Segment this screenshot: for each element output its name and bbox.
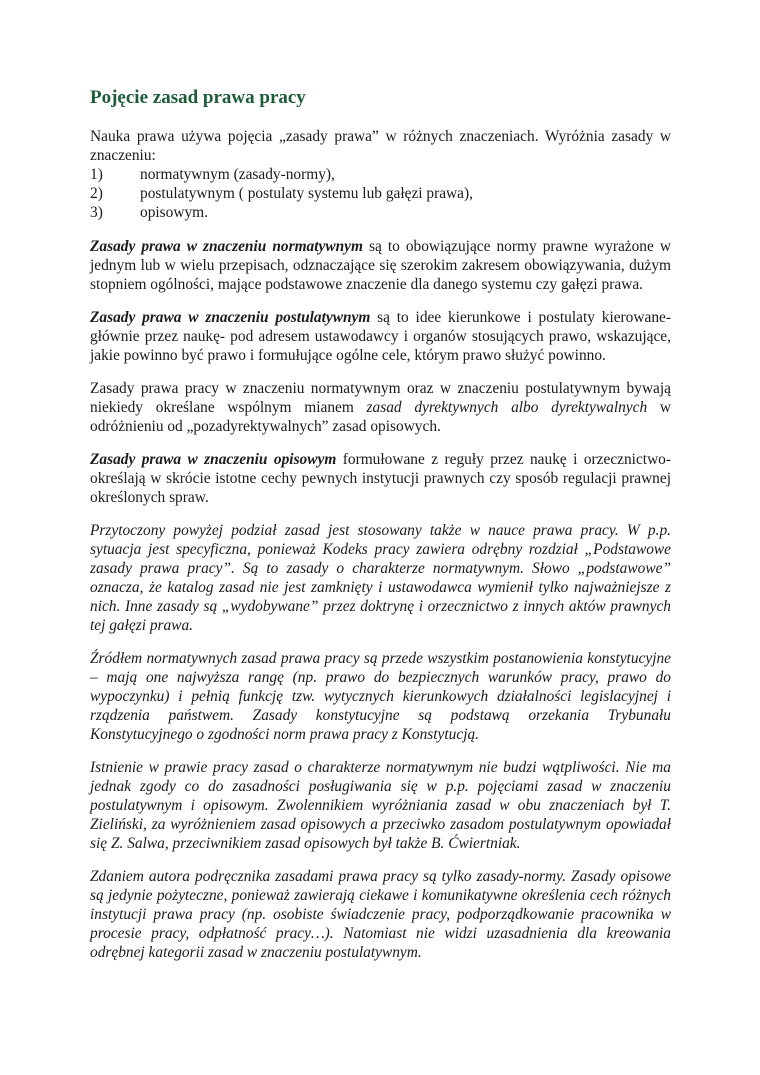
list-item-postulative (90, 184, 671, 203)
commentary-text: Zdaniem autora podręcznika zasadami prawa pracy są tylko zasady-normy. Zasady opisowe są jedynie pożyteczne, ponieważ zawierają ciekawe i komunikatywne określenia cech różnych instytucji prawa pracy (np. osobiste świadczenie pracy, podporządkowanie pracownika w procesie pracy, odpłatność pracy…). Natomiast nie widzi uzasadnienia dla kreowania odrębnej kategorii zasad w znaczeniu postulatywnym. (90, 868, 671, 961)
list-item-number: 3) (90, 204, 103, 221)
intro-paragraph (90, 127, 671, 165)
commentary-paragraph-division (90, 521, 671, 635)
commentary-text: Istnienie w prawie pracy zasad o charakterze normatywnym nie budzi wątpliwości. Nie ma jednak zgody co do zasadności posługiwania się w p.p. pojęciami zasad w znaczeniu postulatywnym i opisowym. Zwolennikiem wyróżniania zasad w obu znaczeniach był T. Zieliński, za wyróżnieniem zasad opisowych a przeciwko zasadom postulatywnym opowiadał się Z. Salwa, przeciwnikiem zasad opisowych był także B. Ćwiertniak. (90, 759, 671, 852)
page-title: Pojęcie zasad prawa pracy (90, 87, 306, 108)
list-item-number: 2) (90, 185, 103, 202)
definition-descriptive-lead: Zasady prawa w znaczeniu opisowym (90, 451, 337, 468)
list-item-text: opisowym. (140, 204, 208, 221)
numbered-list (90, 165, 671, 222)
directive-note-emphasis: zasad dyrektywnych albo dyrektywalnych (366, 399, 648, 416)
list-item-text: normatywnym (zasady-normy), (140, 166, 335, 183)
definition-postulative-text: są to idee kierunkowe i postulaty kierowane- głównie przez naukę- pod adresem ustawodawcy i organów stosujących prawo, wskazujące, jakie powinno być prawo i formułujące ogólne cele, którym prawo służyć powinno. (90, 309, 671, 364)
definition-descriptive-text: formułowane z reguły przez naukę i orzecznictwo- określają w skrócie istotne cechy pewnych instytucji prawnych czy sposób regulacji prawnej określonych spraw. (90, 451, 672, 506)
definition-postulative-lead: Zasady prawa w znaczeniu postulatywnym (90, 309, 371, 326)
definition-normative-paragraph (90, 237, 671, 294)
list-item-number: 1) (90, 166, 103, 183)
list-item-normative (90, 165, 671, 184)
commentary-paragraph-debate (90, 758, 671, 853)
commentary-paragraph-sources (90, 649, 671, 744)
list-item-descriptive (90, 203, 671, 222)
directive-note-paragraph (90, 379, 671, 436)
list-item-text: postulatywnym ( postulaty systemu lub gałęzi prawa), (140, 185, 473, 202)
intro-text: Nauka prawa używa pojęcia „zasady prawa” w różnych znaczeniach. Wyróżnia zasady w znaczeniu: (90, 128, 671, 164)
commentary-text: Przytoczony powyżej podział zasad jest stosowany także w nauce prawa pracy. W p.p. sytuacja jest specyficzna, ponieważ Kodeks pracy zawiera odrębny rozdział „Podstawowe zasady prawa pracy”. Są to zasady o charakterze normatywnym. Słowo „podstawowe” oznacza, że katalog zasad nie jest zamknięty i ustawodawca wymienił tylko najważniejsze z nich. Inne zasady są „wydobywane” przez doktrynę i orzecznictwo z innych aktów prawnych tej gałęzi prawa. (90, 522, 671, 634)
definition-descriptive-paragraph (90, 450, 671, 507)
definition-normative-lead: Zasady prawa w znaczeniu normatywnym (90, 238, 363, 255)
definition-normative-text: są to obowiązujące normy prawne wyrażone w jednym lub w wielu przepisach, odznaczające się szerokim zakresem obowiązywania, dużym stopniem ogólności, mające podstawowe znaczenie dla danego systemu czy gałęzi prawa. (90, 238, 671, 293)
directive-note-pre: Zasady prawa pracy w znaczeniu normatywnym oraz w znaczeniu postulatywnym bywają niekiedy określane wspólnym mianem (90, 380, 671, 416)
commentary-text: Źródłem normatywnych zasad prawa pracy są przede wszystkim postanowienia konstytucyjne – mają one najwyższa rangę (np. prawo do bezpiecznych warunków pracy, prawo do wypoczynku) i pełnią funkcję tzw. wytycznych kierunkowych działalności legislacyjnej i rządzenia państwem. Zasady konstytucyjne są podstawą orzekania Trybunału Konstytucyjnego o zgodności norm prawa pracy z Konstytucją. (90, 650, 671, 743)
commentary-paragraph-author-view (90, 867, 671, 962)
definition-postulative-paragraph (90, 308, 671, 365)
directive-note-post: w odróżnieniu od „pozadyrektywalnych” zasad opisowych. (90, 399, 671, 435)
